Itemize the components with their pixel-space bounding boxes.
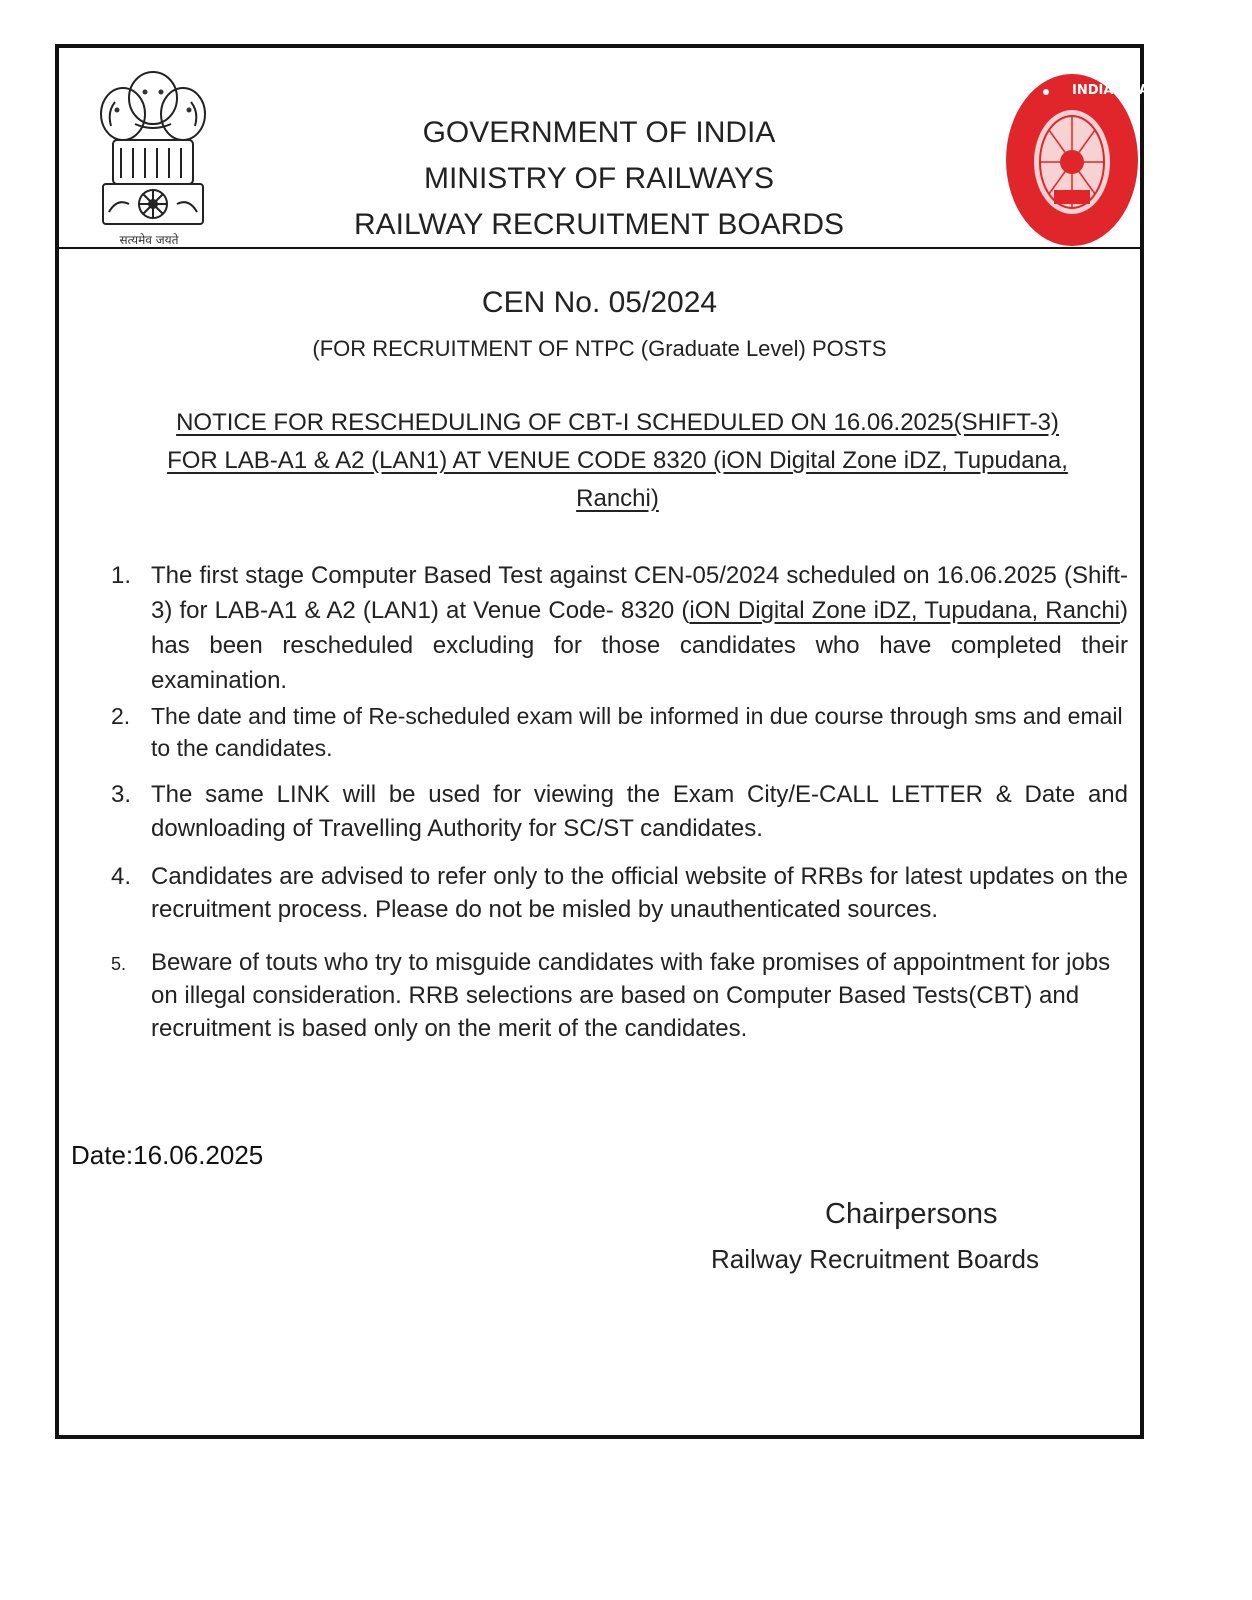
- item-text: The date and time of Re-scheduled exam will be informed in due course through sms and email to the candidates.: [151, 703, 1123, 761]
- item-number: 3.: [111, 781, 132, 808]
- indian-railways-logo-icon: [1002, 70, 1203, 250]
- notice-title-line3: Ranchi): [576, 485, 659, 512]
- state-emblem-icon: [95, 62, 211, 256]
- emblem-motto: सत्यमेव जयते: [119, 233, 179, 247]
- list-item: [111, 558, 1128, 698]
- item-text: Candidates are advised to refer only to the official website of RRBs for latest updates on the recruitment process. Please do not be misled by unauthenticated sources.: [151, 863, 1128, 923]
- cen-subtitle: (FOR RECRUITMENT OF NTPC (Graduate Level) POSTS: [312, 336, 887, 361]
- list-item: [111, 946, 1128, 1045]
- cen-number: CEN No. 05/2024: [481, 286, 718, 319]
- item-number: 2.: [111, 703, 131, 729]
- header-block: [249, 110, 949, 248]
- item-number: 5.: [111, 954, 127, 974]
- item-number: 1.: [111, 562, 132, 589]
- item-text-part: ) has been rescheduled excluding for those candidates who have completed their examination.: [151, 597, 1129, 694]
- header-government: GOVERNMENT OF INDIA: [422, 116, 776, 149]
- item-text: Beware of touts who try to misguide candidates with fake promises of appointment for jobs on illegal consideration. RRB selections are based on Computer Based Tests(CBT) and recruitment is based only on the merit of the candidates.: [151, 949, 1111, 1042]
- item-text: The same LINK will be used for viewing the Exam City/E-CALL LETTER & Date and downloading of Travelling Authority for SC/ST candidates.: [151, 781, 1128, 842]
- item-text-part: The first stage Computer Based Test against CEN-05/2024 scheduled on 16.06.2025 (Shift-3) for LAB-A1 & A2 (LAN1) at Venue Code- 8320 (: [151, 562, 1128, 624]
- item-number: 4.: [111, 863, 132, 890]
- signatory-organization: Railway Recruitment Boards: [711, 1244, 1040, 1274]
- notice-date: Date:16.06.2025: [71, 1140, 264, 1170]
- railway-logo-text: INDIAN RAILWAYS: [1072, 83, 1203, 98]
- list-item: [111, 700, 1128, 764]
- notice-frame: [55, 44, 1203, 1439]
- notice-title: [119, 404, 1116, 518]
- signatory-title: Chairpersons: [825, 1198, 998, 1230]
- header-boards: RAILWAY RECRUITMENT BOARDS: [353, 208, 845, 241]
- list-item: [111, 778, 1128, 846]
- header-ministry: MINISTRY OF RAILWAYS: [423, 162, 775, 195]
- notice-title-line1: NOTICE FOR RESCHEDULING OF CBT-I SCHEDULED ON 16.06.2025(SHIFT-3): [176, 409, 1059, 436]
- header-divider: [59, 247, 1140, 249]
- notice-title-line2: FOR LAB-A1 & A2 (LAN1) AT VENUE CODE 8320 (iON Digital Zone iDZ, Tupudana,: [167, 447, 1068, 474]
- venue-name: iON Digital Zone iDZ, Tupudana, Ranchi: [689, 597, 1121, 624]
- list-item: [111, 860, 1128, 926]
- notice-items: [111, 558, 1128, 1045]
